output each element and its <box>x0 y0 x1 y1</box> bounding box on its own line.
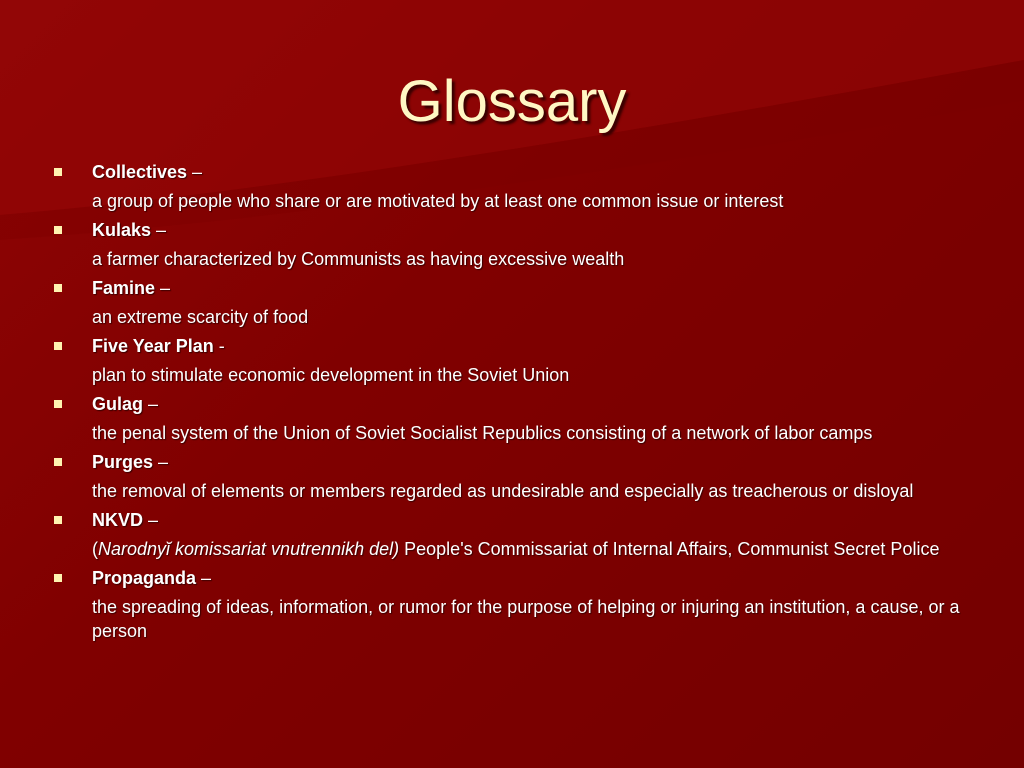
list-item <box>54 160 974 213</box>
term: Gulag <box>92 394 144 414</box>
term: Kulaks <box>92 220 152 240</box>
list-item <box>54 508 974 561</box>
term-separator: – <box>151 220 167 240</box>
square-bullet-icon <box>54 574 62 582</box>
definition: a group of people who share or are motivated by at least one common issue or interest <box>92 191 784 211</box>
term-row <box>54 508 974 532</box>
term-row <box>54 160 974 184</box>
definition: the removal of elements or members regarded as undesirable and especially as treacherous or disloyal <box>92 481 914 501</box>
square-bullet-icon <box>54 226 62 234</box>
term: Collectives <box>92 162 188 182</box>
square-bullet-icon <box>54 342 62 350</box>
square-bullet-icon <box>54 400 62 408</box>
square-bullet-icon <box>54 516 62 524</box>
term: Propaganda <box>92 568 197 588</box>
square-bullet-icon <box>54 458 62 466</box>
term-separator: – <box>196 568 212 588</box>
term: Famine <box>92 278 156 298</box>
definition-transliteration: Narodnyĭ komissariat vnutrennikh del) <box>98 539 400 559</box>
definition-open-paren: ( <box>92 539 98 559</box>
term: Purges <box>92 452 154 472</box>
list-item <box>54 566 974 643</box>
term-row <box>54 276 974 300</box>
term-separator: – <box>187 162 203 182</box>
definition: plan to stimulate economic development in the Soviet Union <box>92 365 570 385</box>
term-separator: – <box>155 278 171 298</box>
definition: the penal system of the Union of Soviet Socialist Republics consisting of a network of labor camps <box>92 423 873 443</box>
term-separator: - <box>213 336 225 356</box>
term-separator: – <box>153 452 169 472</box>
list-item <box>54 392 974 445</box>
square-bullet-icon <box>54 284 62 292</box>
term-separator: – <box>143 510 159 530</box>
page-title: Glossary <box>397 69 627 134</box>
definition-text: People's Commissariat of Internal Affairs, Communist Secret Police <box>399 539 940 559</box>
list-item <box>54 334 974 387</box>
term-row <box>54 334 974 358</box>
list-item <box>54 276 974 329</box>
term: NKVD <box>92 510 144 530</box>
list-item <box>54 218 974 271</box>
term-row <box>54 218 974 242</box>
term-row <box>54 566 974 590</box>
term: Five Year Plan <box>92 336 214 356</box>
definition: the spreading of ideas, information, or rumor for the purpose of helping or injuring an institution, a cause, or a person <box>92 597 960 641</box>
term-separator: – <box>143 394 159 414</box>
glossary-list <box>54 160 974 648</box>
term-row <box>54 392 974 416</box>
definition: a farmer characterized by Communists as having excessive wealth <box>92 249 625 269</box>
definition: an extreme scarcity of food <box>92 307 309 327</box>
term-row <box>54 450 974 474</box>
square-bullet-icon <box>54 168 62 176</box>
list-item <box>54 450 974 503</box>
definition <box>54 537 974 561</box>
